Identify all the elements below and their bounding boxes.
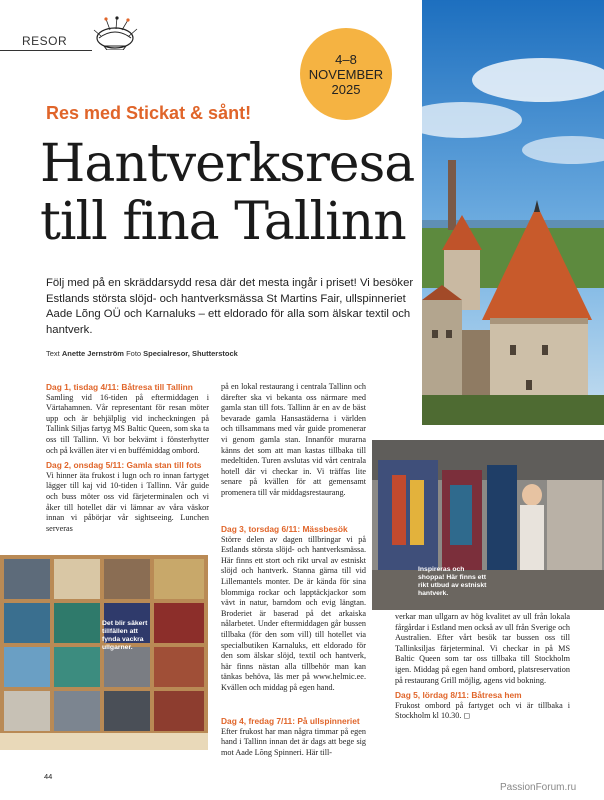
- column-2-middle: [221, 524, 366, 694]
- yarn-shelf-photo: [0, 555, 208, 750]
- day-3-text: Större delen av dagen tillbringar vi på Estlands största slöjd- och hantverksmässa. Här finns ett stort och rikt urval av estniskt slöjd och hantverk. Stanna gärna till vid Lillemantels monter. De är kända för sina blommiga rockar och lapptäckjackor som vävt in natur, barndom och evig längtan. Broderiet är baserad på det arkaiska nålarbetet. Under eftermiddagen går bussen tillbaka (för den som vill) till hotellet via specialbutiken Karnaluks, ett eldorado för den som älskar slöjd, textil och hantverk, här finns nästan alla tillbehör man kan tänkas behöva, läs mer på www.helmic.ee. Kvällen och middag på egen hand.: [221, 534, 366, 692]
- market-photo-caption: Inspireras och shoppa! Här finns ett rikt utbud av estniskt hantverk.: [418, 566, 487, 597]
- day-2-text: Vi hinner äta frukost i lugn och ro innan fartyget lägger till kaj vid 10-tiden i Tallinn. Vår guide och buss möter oss vid färjeterminalen och vi åker till hotellet där vi lämnar av våra väskor innan vi påbörjar vår sightseeing. Lunchen serveras: [46, 470, 209, 533]
- day-5-heading: Dag 5, lördag 8/11: Båtresa hem: [395, 690, 522, 701]
- day-5-text: Frukost ombord på fartyget och vi är tillbaka i Stockholm kl 10.30. ◻: [395, 700, 570, 721]
- credit-photo-name: Specialresor, Shutterstock: [143, 349, 238, 358]
- yarn-photo-caption: Det blir säkert tillfällen att fynda vackra ullgarner.: [102, 620, 148, 651]
- page-number: 44: [44, 772, 53, 781]
- date-year: 2025: [331, 81, 361, 97]
- date-month: NOVEMBER: [308, 66, 384, 82]
- column-2-top: [221, 382, 366, 499]
- day-1-text: Samling vid 16-tiden på eftermiddagen i Värtahamnen. Vår representant för resan möter upp och är behjälplig vid incheckningen på Tallink Siljas fartyg MS Baltic Queen, som ska ta oss till Tallinn. Vi bor bekvämt i fönsterhytter och på kvällen äter vi en buffémiddag ombord.: [46, 392, 209, 455]
- date-badge: [300, 28, 392, 120]
- intro-paragraph: Följ med på en skräddarsydd resa där det mesta ingår i priset! Vi besöker Estlands största slöjd- och hantverksmässa St Martins Fair, ullspinneriet Aade Lõng OÜ och Karnaluks – ett eldorado för alla som älskar textil och hantverk.: [46, 277, 414, 336]
- craft-market-photo: [372, 440, 604, 610]
- day-1-heading: Dag 1, tisdag 4/11: Båtresa till Tallinn: [46, 382, 193, 392]
- day-4-text: Efter frukost har man några timmar på egen hand i Tallinn innan det är dags att bege sig mot Aade Lõng Spinneri. Här till-: [221, 726, 366, 757]
- day-2-text-continued: på en lokal restaurang i centrala Tallinn och därefter ska vi bekanta oss närmare med gamla stan till fots. Tallinn är en av de bäst bevarade gamla Hansastäderna i världen och tillsammans med vår guide promenerar vi genom gamla stan. Innanför murarna känns det som att man kastas tillbaka till medeltiden. Turen avslutas vid vårt centrala hotell där vi checkar in. Vi träffas lite senare på kvällen för att gemensamt promenera till vår middagsrestaurang.: [221, 382, 366, 497]
- kicker: Res med Stickat & sånt!: [46, 103, 252, 123]
- section-divider: [0, 50, 92, 51]
- day-4-heading: Dag 4, fredag 7/11: På ullspinneriet: [221, 716, 360, 726]
- column-3: [395, 612, 570, 722]
- column-1: [46, 382, 209, 534]
- day-3-heading: Dag 3, torsdag 6/11: Mässbesök: [221, 524, 348, 534]
- date-range: 4–8: [335, 51, 357, 67]
- headline-line-1: Hantverksresa: [40, 134, 415, 194]
- day-4-text-continued: verkar man ullgarn av hög kvalitet av ull från lokala fårgårdar i Estland men också av ull från Sverige och Australien. Efter vårt besök tar bussen oss till Tallinksiljas färjeterminal. Vi checkar in på MS Baltic Queen som tar oss tillbaka till Stockholm igen. Middag på egen hand ombord, platsreservation på restaurang Grill möjlig, agens vid bokning.: [395, 612, 570, 685]
- headline-line-2: till fina Tallinn: [40, 192, 406, 252]
- credit-text-name: Anette Jernström: [61, 349, 124, 358]
- page-title: [40, 135, 460, 251]
- section-label: RESOR: [22, 34, 68, 48]
- column-2-bottom: [221, 716, 366, 758]
- pincushion-icon: [90, 16, 140, 50]
- credit-text-label: Text: [46, 349, 60, 358]
- day-2-heading: Dag 2, onsdag 5/11: Gamla stan till fots: [46, 460, 202, 471]
- credit-photo-label: Foto: [126, 349, 142, 358]
- watermark: PassionForum.ru: [500, 782, 577, 793]
- credits: [46, 349, 238, 358]
